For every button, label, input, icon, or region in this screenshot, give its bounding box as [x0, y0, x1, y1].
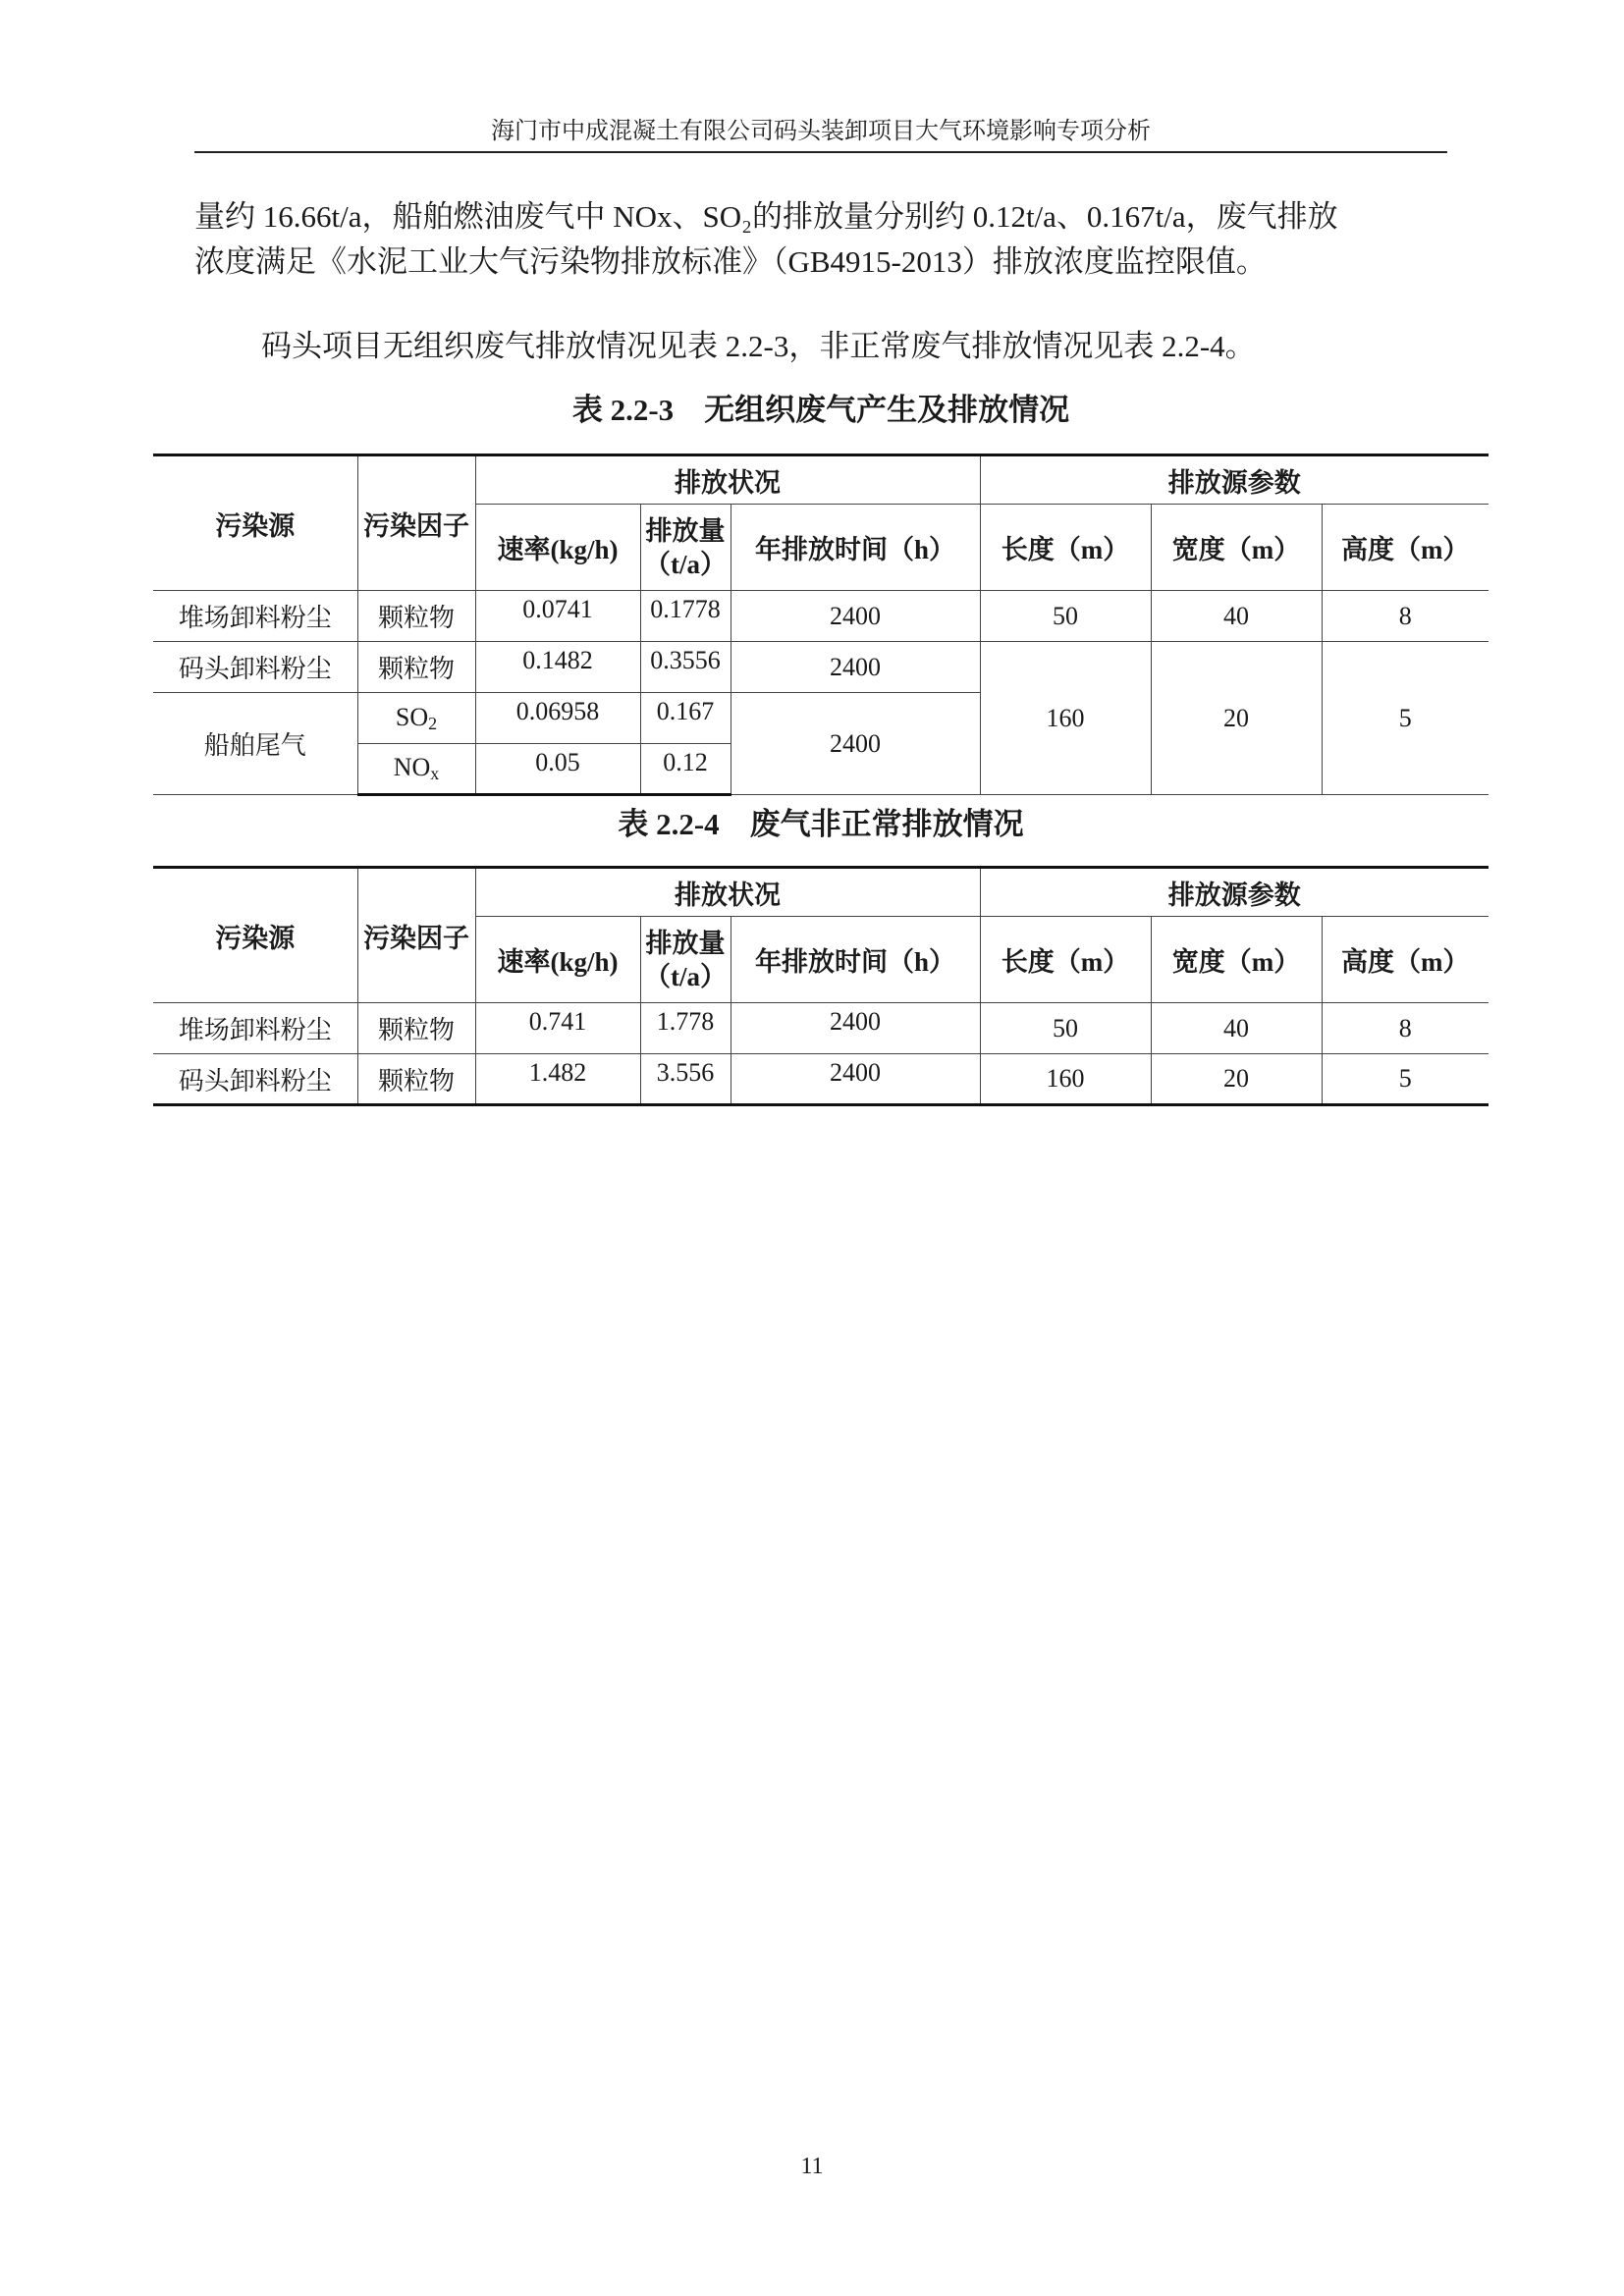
cell-time: 2400: [731, 693, 980, 795]
col-header-factor: 污染因子: [357, 868, 475, 1003]
cell-time: 2400: [731, 1054, 980, 1105]
col-header-annual-time: 年排放时间（h）: [731, 917, 980, 1003]
col-header-amount: [640, 917, 731, 1003]
cell-factor: [357, 744, 475, 795]
cell-height: 5: [1322, 1054, 1489, 1105]
abnormal-emission-table: [153, 866, 1489, 1106]
cell-source: 堆场卸料粉尘: [153, 1003, 357, 1054]
cell-amount: 0.3556: [640, 642, 731, 693]
factor-so2-main: SO: [395, 702, 429, 731]
cell-length: 50: [980, 591, 1151, 642]
cell-height: 5: [1322, 642, 1489, 795]
cell-factor: 颗粒物: [357, 1003, 475, 1054]
cell-rate: 0.06958: [475, 693, 640, 744]
col-header-source: 污染源: [153, 868, 357, 1003]
factor-so2-sub: 2: [428, 713, 438, 733]
col-header-source: 污染源: [153, 455, 357, 591]
table-header-row: [153, 868, 1489, 917]
table-header-row: [153, 455, 1489, 505]
cell-factor: 颗粒物: [357, 642, 475, 693]
col-header-width: 宽度（m）: [1151, 917, 1322, 1003]
cell-rate: 0.741: [475, 1003, 640, 1054]
cell-width: 20: [1151, 642, 1322, 795]
col-header-status-group: 排放状况: [475, 455, 980, 505]
cell-length: 50: [980, 1003, 1151, 1054]
factor-nox-main: NO: [393, 753, 431, 781]
col-header-width: 宽度（m）: [1151, 505, 1322, 591]
col-header-amount-line1: 排放量: [645, 928, 726, 958]
col-header-length: 长度（m）: [980, 505, 1151, 591]
cell-factor: 颗粒物: [357, 591, 475, 642]
fugitive-emission-table: [153, 454, 1489, 796]
cell-amount: 0.12: [640, 744, 731, 795]
cell-factor: 颗粒物: [357, 1054, 475, 1105]
col-header-amount-line2: （t/a）: [644, 549, 727, 579]
table-row: [153, 1054, 1489, 1105]
col-header-length: 长度（m）: [980, 917, 1151, 1003]
cell-time: 2400: [731, 1003, 980, 1054]
cell-rate: 0.05: [475, 744, 640, 795]
table-caption-2-2-3: 表 2.2-3 无组织废气产生及排放情况: [571, 393, 1070, 427]
cell-length: 160: [980, 642, 1151, 795]
col-header-status-group: 排放状况: [475, 868, 980, 917]
header-rule: [194, 151, 1447, 153]
body-paragraph-3: 码头项目无组织废气排放情况见表 2.2-3，非正常废气排放情况见表 2.2-4。: [261, 329, 1256, 363]
cell-width: 40: [1151, 591, 1322, 642]
col-header-rate: 速率(kg/h): [475, 505, 640, 591]
cell-rate: 1.482: [475, 1054, 640, 1105]
cell-height: 8: [1322, 591, 1489, 642]
col-header-annual-time: 年排放时间（h）: [731, 505, 980, 591]
cell-amount: 1.778: [640, 1003, 731, 1054]
cell-amount: 0.167: [640, 693, 731, 744]
table-row: [153, 591, 1489, 642]
col-header-height: 高度（m）: [1322, 505, 1489, 591]
cell-amount: 0.1778: [640, 591, 731, 642]
cell-time: 2400: [731, 642, 980, 693]
table-caption-2-2-4: 表 2.2-4 废气非正常排放情况: [618, 807, 1024, 841]
body-paragraph-2: 浓度满足《水泥工业大气污染物排放标准》（GB4915-2013）排放浓度监控限值。: [194, 244, 1267, 279]
body-paragraph-1: 量约 16.66t/a，船舶燃油废气中 NOx、SO₂的排放量分别约 0.12t/a、0.167t/a，废气排放: [194, 199, 1338, 234]
col-header-amount-line2: （t/a）: [644, 961, 727, 991]
cell-height: 8: [1322, 1003, 1489, 1054]
cell-source: 码头卸料粉尘: [153, 642, 357, 693]
cell-source: 船舶尾气: [153, 693, 357, 795]
table-row: [153, 1003, 1489, 1054]
page-number: 11: [800, 2154, 824, 2179]
cell-width: 20: [1151, 1054, 1322, 1105]
col-header-height: 高度（m）: [1322, 917, 1489, 1003]
col-header-param-group: 排放源参数: [980, 455, 1489, 505]
col-header-amount: [640, 505, 731, 591]
col-header-factor: 污染因子: [357, 455, 475, 591]
page-header: 海门市中成混凝土有限公司码头装卸项目大气环境影响专项分析: [491, 119, 1151, 144]
cell-rate: 0.1482: [475, 642, 640, 693]
cell-time: 2400: [731, 591, 980, 642]
table-row: [153, 642, 1489, 693]
cell-source: 堆场卸料粉尘: [153, 591, 357, 642]
col-header-rate: 速率(kg/h): [475, 917, 640, 1003]
cell-amount: 3.556: [640, 1054, 731, 1105]
cell-factor: [357, 693, 475, 744]
cell-width: 40: [1151, 1003, 1322, 1054]
factor-nox-sub: x: [430, 764, 440, 783]
cell-source: 码头卸料粉尘: [153, 1054, 357, 1105]
col-header-amount-line1: 排放量: [645, 515, 726, 546]
cell-length: 160: [980, 1054, 1151, 1105]
cell-rate: 0.0741: [475, 591, 640, 642]
col-header-param-group: 排放源参数: [980, 868, 1489, 917]
